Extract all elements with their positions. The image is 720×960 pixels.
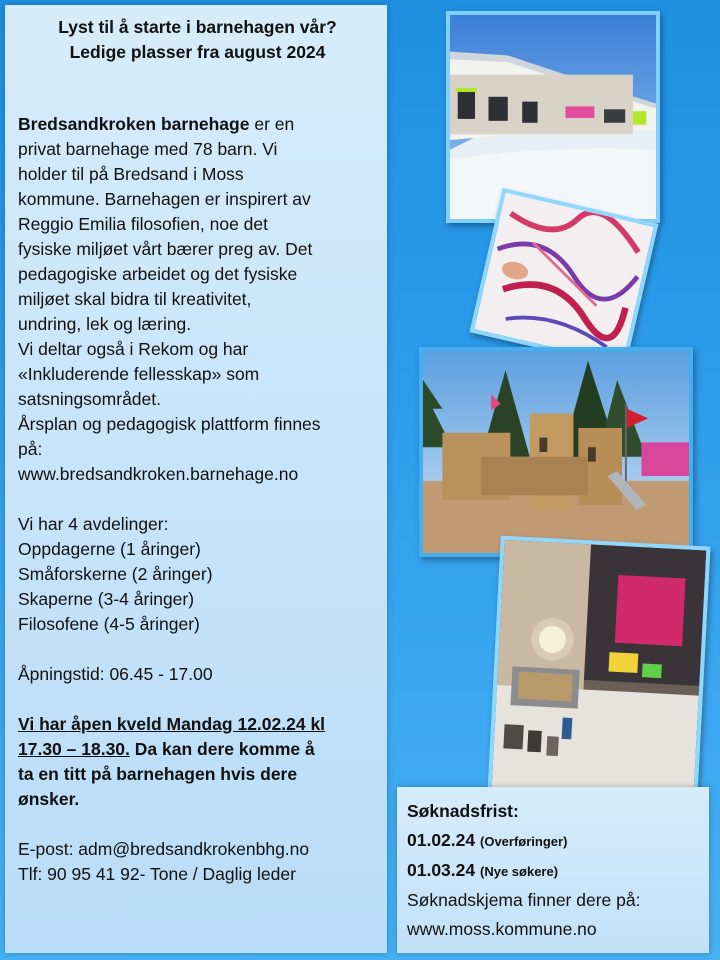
form-text: Søknadskjema finner dere på: [407,890,641,910]
photo-building-winter [446,11,660,223]
open-evening-time: 17.30 – 18.30. [18,739,130,759]
deadline-note-2: (Nye søkere) [480,864,559,879]
intro-line: fysiske miljøet vårt bærer preg av. Det [18,239,313,259]
deadline-panel [397,787,709,953]
departments-heading: Vi har 4 avdelinger: [18,514,169,534]
open-evening-line-2 [18,737,377,762]
intro-line: på: [18,439,43,459]
department-item: Filosofene (4-5 åringer) [18,614,200,634]
intro-first-line [18,112,377,137]
intro-line: miljøet skal bidra til kreativitet, [18,289,252,309]
open-evening-line-1: Vi har åpen kveld Mandag 12.02.24 kl [18,714,326,734]
department-item: Skaperne (3-4 åringer) [18,589,195,609]
contact-phone: Tlf: 90 95 41 92- Tone / Daglig leder [18,864,296,884]
photo-indoor-room [487,536,710,803]
department-item: Oppdagerne (1 åringer) [18,539,201,559]
municipality-link[interactable]: www.moss.kommune.no [407,919,597,939]
opening-hours: Åpningstid: 06.45 - 17.00 [18,664,213,684]
deadline-date-2: 01.03.24 [407,860,476,880]
intro-line: kommune. Barnehagen er inspirert av [18,189,311,209]
website-link[interactable]: www.bredsandkroken.barnehage.no [18,464,299,484]
open-evening-line-3: ta en titt på barnehagen hvis dere [18,764,298,784]
intro-line: pedagogiske arbeidet og det fysiske [18,264,298,284]
intro-line: Årsplan og pedagogisk plattform finnes [18,414,321,434]
deadline-date-1: 01.02.24 [407,830,476,850]
contact-email[interactable]: E-post: adm@bredsandkrokenbhg.no [18,839,310,859]
headline-line-2: Ledige plasser fra august 2024 [69,42,326,62]
intro-first-line-rest: er en [249,114,295,134]
department-item: Småforskerne (2 åringer) [18,564,213,584]
intro-line: «Inkluderende fellesskap» som [18,364,260,384]
open-evening-line-2-rest: Da kan dere komme å [129,739,315,759]
kindergarten-name: Bredsandkroken barnehage [18,114,250,134]
intro-line: privat barnehage med 78 barn. Vi [18,139,278,159]
photo-playground [419,347,693,557]
info-text-panel [5,5,387,953]
open-evening-line-4: ønsker. [18,789,80,809]
deadline-row-2 [407,856,699,886]
deadline-title: Søknadsfrist: [407,801,519,821]
intro-line: Reggio Emilia filosofien, noe det [18,214,269,234]
intro-line: Vi deltar også i Rekom og har [18,339,249,359]
intro-line: satsningsområdet. [18,389,161,409]
deadline-row-1 [407,826,699,856]
intro-line: holder til på Bredsand i Moss [18,164,244,184]
deadline-note-1: (Overføringer) [480,834,568,849]
intro-line: undring, lek og læring. [18,314,192,334]
headline-line-1: Lyst til å starte i barnehagen vår? [58,17,337,37]
